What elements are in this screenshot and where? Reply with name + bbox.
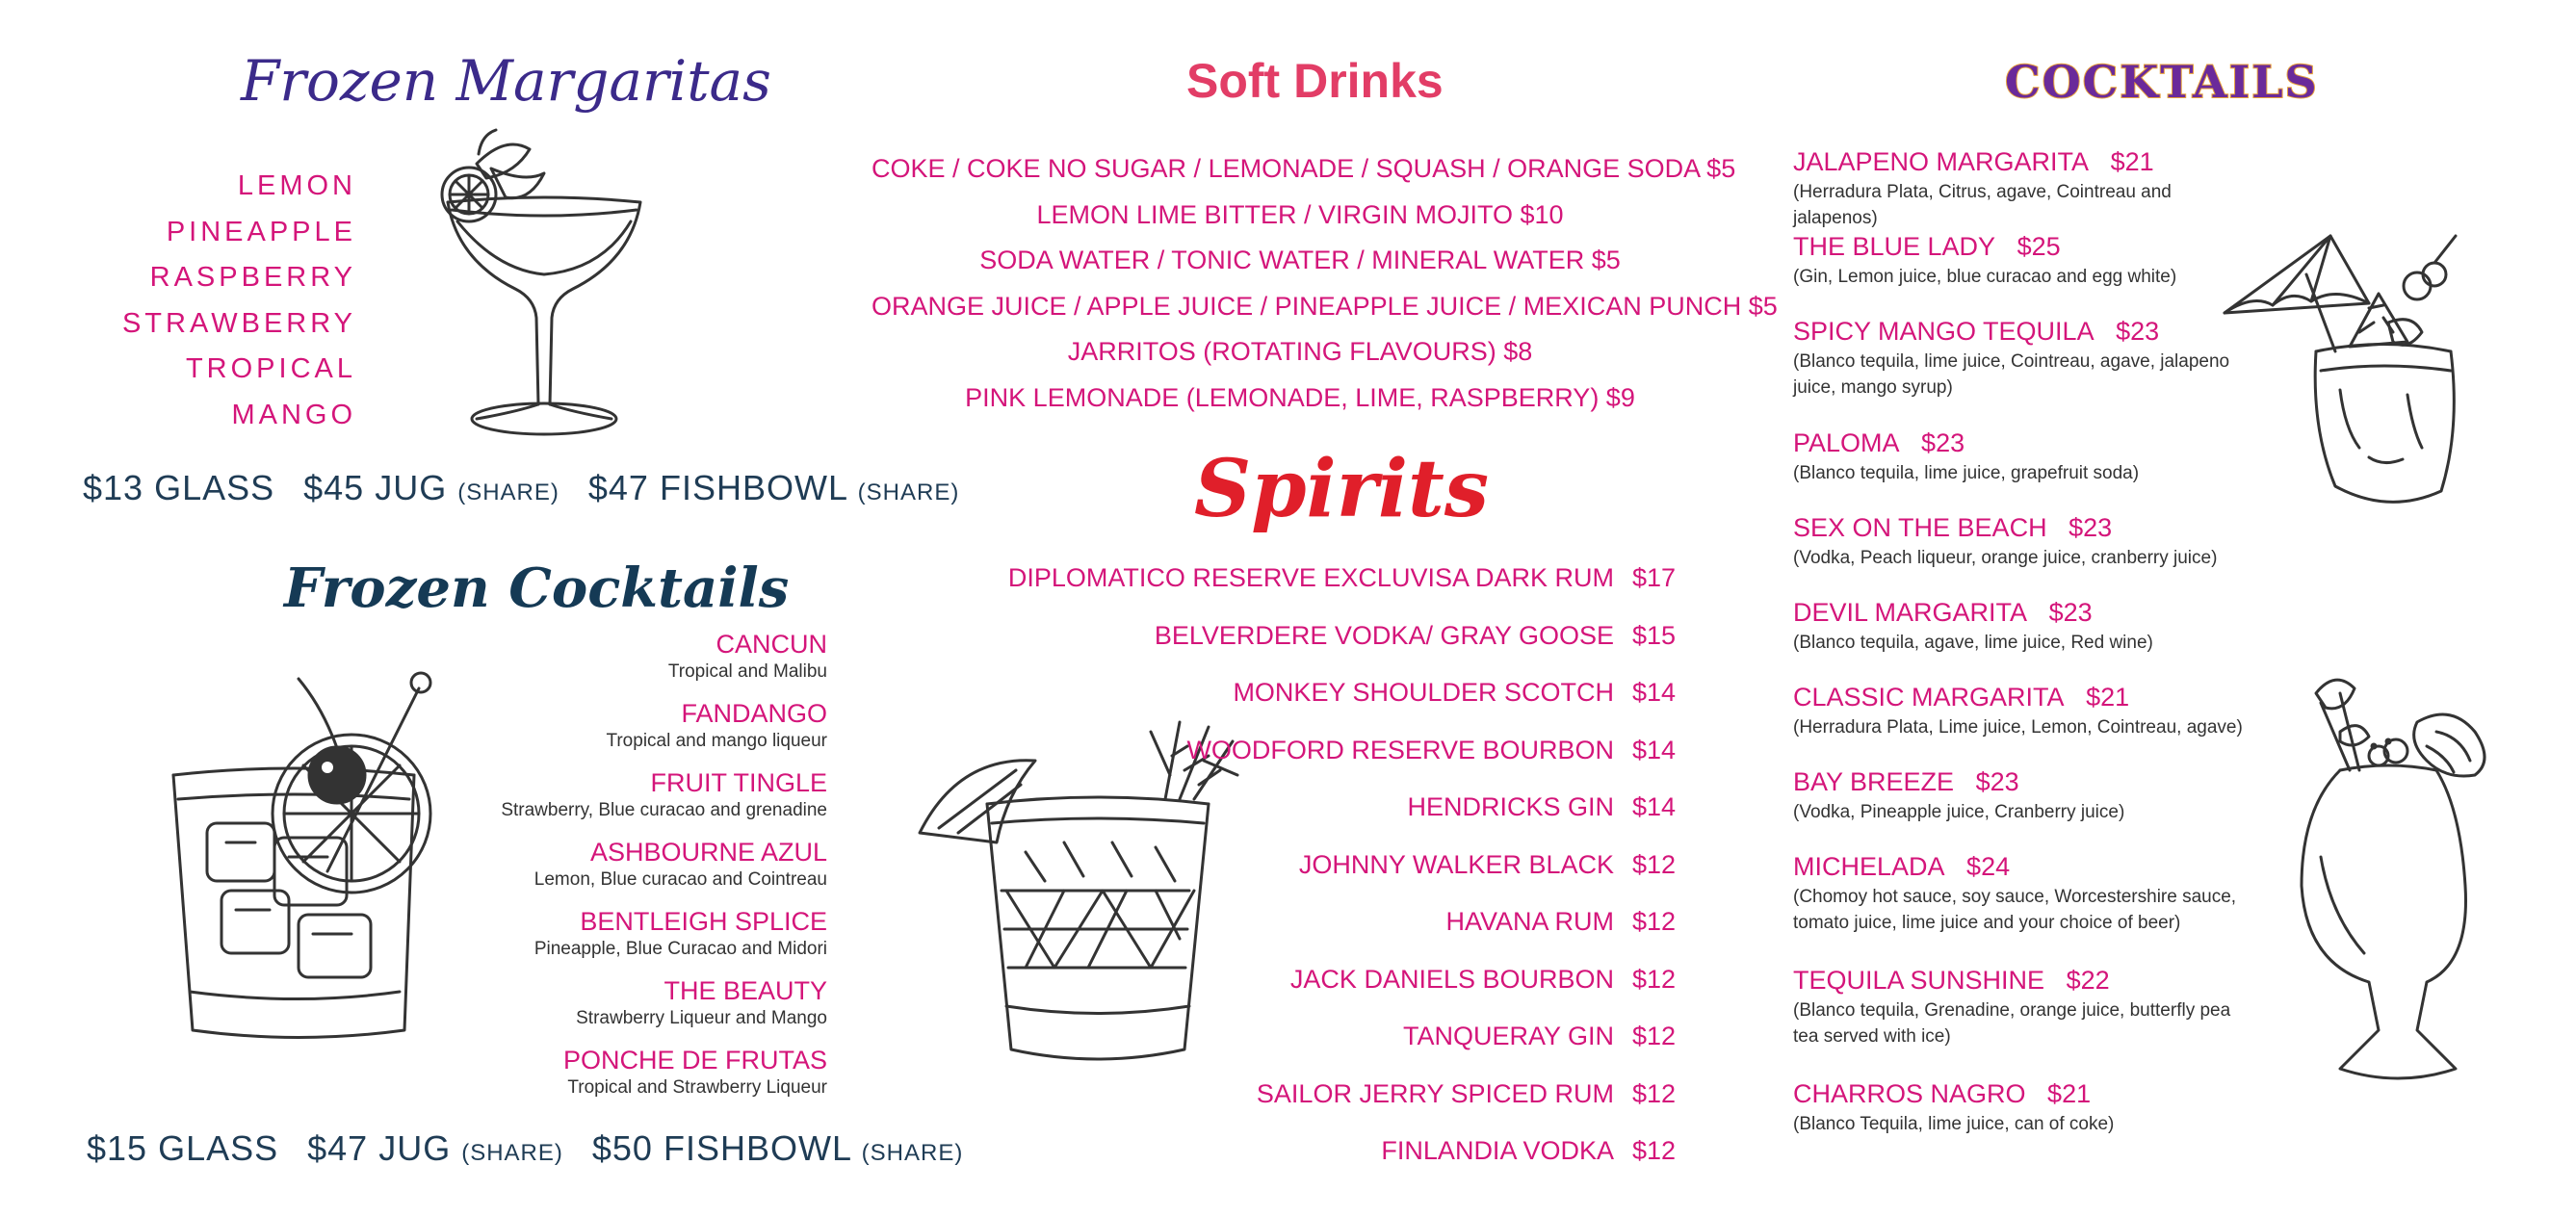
list-item (1008, 1131, 1676, 1189)
cocktail-heading (1793, 1076, 2255, 1111)
list-item (501, 1044, 827, 1113)
cocktail-name: BENTLEIGH SPLICE (580, 907, 827, 936)
soft-drink-line: JARRITOS (ROTATING FLAVOURS) $8 (1067, 337, 1533, 366)
list-item (1008, 845, 1676, 903)
spirit-price: $14 (1631, 792, 1676, 821)
spirit-name: MONKEY SHOULDER SCOTCH (1233, 678, 1614, 707)
soft-drink-line: SODA WATER / TONIC WATER / MINERAL WATER $5 (979, 246, 1621, 274)
cocktail-name: PONCHE DE FRUTAS (562, 1046, 827, 1075)
cocktail-name: TEQUILA SUNSHINE (1793, 966, 2045, 995)
cocktail-name: FRUIT TINGLE (650, 768, 827, 797)
list-item (1793, 1076, 2255, 1134)
cocktail-name: CANCUN (716, 630, 827, 659)
spirit-price: $12 (1631, 1022, 1676, 1050)
cocktail-price: $23 (1921, 428, 1965, 457)
cocktail-name: SPICY MANGO TEQUILA (1793, 317, 2095, 346)
cocktail-desc: (Blanco tequila, lime juice, grapefruit soda) (1793, 463, 2140, 483)
cocktail-price: $21 (2110, 147, 2154, 176)
cocktail-name: THE BLUE LADY (1793, 232, 1996, 261)
cocktail-desc: (Herradura Plata, Lime juice, Lemon, Cointreau, agave) (1793, 717, 2243, 738)
cocktail-desc: (Vodka, Pineapple juice, Cranberry juice) (1793, 802, 2125, 822)
list-item (1008, 558, 1676, 616)
cocktail-desc: Strawberry, Blue curacao and grenadine (501, 800, 827, 820)
cocktail-name: CLASSIC MARGARITA (1793, 683, 2065, 712)
spirits-list (1008, 558, 1676, 1189)
cocktail-heading (1793, 764, 2255, 799)
list-item (1793, 510, 2255, 595)
list-item (1008, 1017, 1676, 1075)
cocktail-price: $22 (2066, 966, 2110, 995)
cocktail-heading (1793, 426, 2255, 460)
cocktail-desc: Strawberry Liqueur and Mango (576, 1008, 827, 1028)
hurricane-glass-icon (2282, 664, 2523, 1107)
cocktail-name: CHARROS NAGRO (1793, 1079, 2026, 1108)
cocktail-name: THE BEAUTY (664, 976, 827, 1005)
list-item (1793, 229, 2255, 314)
spirit-name: HAVANA RUM (1445, 907, 1614, 936)
cocktail-heading (1793, 680, 2255, 714)
flavour-item: MANGO (231, 399, 356, 430)
share-note: (SHARE) (857, 479, 960, 505)
spirit-name: FINLANDIA VODKA (1381, 1136, 1614, 1165)
cocktail-desc: (Blanco Tequila, lime juice, can of coke) (1793, 1114, 2115, 1134)
spirit-price: $15 (1631, 620, 1676, 650)
cocktail-heading (1793, 963, 2255, 997)
cocktail-heading (1793, 314, 2255, 349)
share-note: (SHARE) (457, 479, 559, 505)
flavour-item: PINEAPPLE (166, 216, 356, 247)
rocks-glass-cherry-icon (169, 669, 467, 1045)
soft-drink-line: LEMON LIME BITTER / VIRGIN MOJITO $10 (1036, 199, 1564, 229)
price-jug: $45 JUG (303, 468, 448, 507)
cocktail-heading (1793, 849, 2255, 884)
cocktail-desc: (Blanco tequila, lime juice, Cointreau, agave, jalapeno juice, mango syrup) (1793, 351, 2230, 398)
flavour-item: RASPBERRY (149, 262, 356, 293)
margarita-price-bar (83, 468, 959, 508)
spirit-name: HENDRICKS GIN (1407, 792, 1614, 821)
price-jug: $47 JUG (307, 1128, 452, 1168)
cocktail-heading (1793, 229, 2255, 264)
soft-drink-line: COKE / COKE NO SUGAR / LEMONADE / SQUASH / ORANGE SODA $5 (872, 154, 1736, 183)
list-item (1793, 849, 2255, 963)
list-item (1793, 963, 2255, 1076)
cocktail-price: $23 (2069, 513, 2113, 542)
spirit-name: JOHNNY WALKER BLACK (1298, 849, 1614, 879)
frozen-cocktails-price-bar (87, 1128, 963, 1169)
cocktail-desc: Tropical and Malibu (667, 661, 827, 682)
spirit-price: $12 (1631, 1078, 1676, 1108)
cocktail-heading (1793, 510, 2255, 545)
margarita-flavour-list (122, 164, 356, 438)
spirit-name: DIPLOMATICO RESERVE EXCLUVISA DARK RUM (1007, 563, 1614, 592)
soft-drink-line: ORANGE JUICE / APPLE JUICE / PINEAPPLE JUICE / MEXICAN PUNCH $5 (872, 291, 1778, 321)
soft-drinks-list (872, 146, 1778, 421)
cocktail-desc: (Gin, Lemon juice, blue curacao and egg white) (1793, 267, 2177, 287)
spirit-name: BELVERDERE VODKA/ GRAY GOOSE (1154, 620, 1614, 650)
list-item (1008, 673, 1676, 731)
cocktail-desc: (Chomoy hot sauce, soy sauce, Worcestershire sauce, tomato juice, lime juice and your choice of beer) (1793, 887, 2237, 933)
list-item (501, 697, 827, 766)
spirits-title: Spirits (1194, 443, 1490, 535)
list-item (1793, 426, 2255, 510)
spirit-name: WOODFORD RESERVE BOURBON (1186, 735, 1614, 764)
cocktail-price: $25 (2017, 232, 2061, 261)
list-item (501, 836, 827, 905)
list-item (1008, 1075, 1676, 1132)
flavour-item: TROPICAL (185, 353, 356, 384)
list-item (1793, 595, 2255, 680)
spirit-name: TANQUERAY GIN (1402, 1022, 1614, 1050)
frozen-margaritas-title: Frozen Margaritas (241, 48, 771, 114)
flavour-item: STRAWBERRY (121, 307, 356, 339)
cocktail-name: MICHELADA (1793, 852, 1945, 881)
spirit-price: $14 (1631, 678, 1676, 707)
list-item (1008, 616, 1676, 674)
spirit-price: $12 (1631, 849, 1676, 879)
share-note: (SHARE) (861, 1140, 964, 1166)
cocktails-list (1793, 144, 2255, 1134)
list-item (501, 905, 827, 974)
cocktail-price: $23 (1975, 767, 2019, 796)
list-item (1008, 902, 1676, 960)
cocktail-price: $21 (2047, 1079, 2092, 1108)
soft-drink-line: PINK LEMONADE (LEMONADE, LIME, RASPBERRY) $9 (965, 382, 1635, 412)
frozen-cocktails-list (501, 628, 827, 1113)
cocktail-name: SEX ON THE BEACH (1793, 513, 2047, 542)
cocktail-desc: Tropical and mango liqueur (606, 731, 827, 751)
spirit-price: $12 (1631, 1136, 1676, 1165)
list-item (1793, 764, 2255, 849)
list-item (1793, 314, 2255, 426)
cocktail-desc: Tropical and Strawberry Liqueur (567, 1077, 827, 1098)
cocktail-name: ASHBOURNE AZUL (589, 838, 827, 867)
list-item (1008, 960, 1676, 1018)
list-item (501, 974, 827, 1044)
cocktails-title: COCKTAILS (2005, 56, 2319, 108)
cocktail-heading (1793, 595, 2255, 630)
cocktail-desc: (Vodka, Peach liqueur, orange juice, cranberry juice) (1793, 548, 2218, 568)
price-glass: $13 GLASS (83, 468, 275, 507)
cocktail-desc: Pineapple, Blue Curacao and Midori (533, 939, 827, 959)
spirit-price: $14 (1631, 735, 1676, 764)
tiki-umbrella-glass-icon (2215, 197, 2465, 525)
price-glass: $15 GLASS (87, 1128, 279, 1168)
cocktail-name: BAY BREEZE (1793, 767, 1955, 796)
cocktail-desc: (Herradura Plata, Citrus, agave, Cointreau and jalapenos) (1793, 182, 2172, 228)
price-fishbowl: $47 FISHBOWL (587, 468, 847, 507)
spirit-name: SAILOR JERRY SPICED RUM (1256, 1078, 1614, 1108)
cocktail-heading (1793, 144, 2255, 179)
cocktail-price: $21 (2086, 683, 2130, 712)
margarita-glass-icon (438, 125, 650, 453)
cocktail-name: DEVIL MARGARITA (1793, 598, 2028, 627)
cocktail-price: $24 (1966, 852, 2011, 881)
cocktail-desc: Lemon, Blue curacao and Cointreau (533, 869, 827, 890)
list-item (1008, 731, 1676, 789)
cocktail-price: $23 (2116, 317, 2160, 346)
price-fishbowl: $50 FISHBOWL (591, 1128, 851, 1168)
spirit-price: $17 (1631, 563, 1676, 592)
list-item (501, 766, 827, 836)
flavour-item: LEMON (237, 170, 356, 201)
list-item (1793, 680, 2255, 764)
cocktail-name: JALAPENO MARGARITA (1793, 147, 2090, 176)
cocktail-name: PALOMA (1793, 428, 1900, 457)
cocktail-price: $23 (2048, 598, 2093, 627)
list-item (501, 628, 827, 697)
spirit-price: $12 (1631, 964, 1676, 994)
list-item (1793, 144, 2255, 229)
cocktail-desc: (Blanco tequila, Grenadine, orange juice, butterfly pea tea served with ice) (1793, 1000, 2231, 1047)
cocktail-name: FANDANGO (681, 699, 827, 728)
spirit-name: JACK DANIELS BOURBON (1289, 964, 1614, 994)
frozen-cocktails-title: Frozen Cocktails (284, 557, 790, 620)
cocktail-desc: (Blanco tequila, agave, lime juice, Red wine) (1793, 633, 2153, 653)
share-note: (SHARE) (461, 1140, 563, 1166)
list-item (1008, 788, 1676, 845)
spirit-price: $12 (1631, 907, 1676, 936)
soft-drinks-title: Soft Drinks (1186, 54, 1444, 108)
